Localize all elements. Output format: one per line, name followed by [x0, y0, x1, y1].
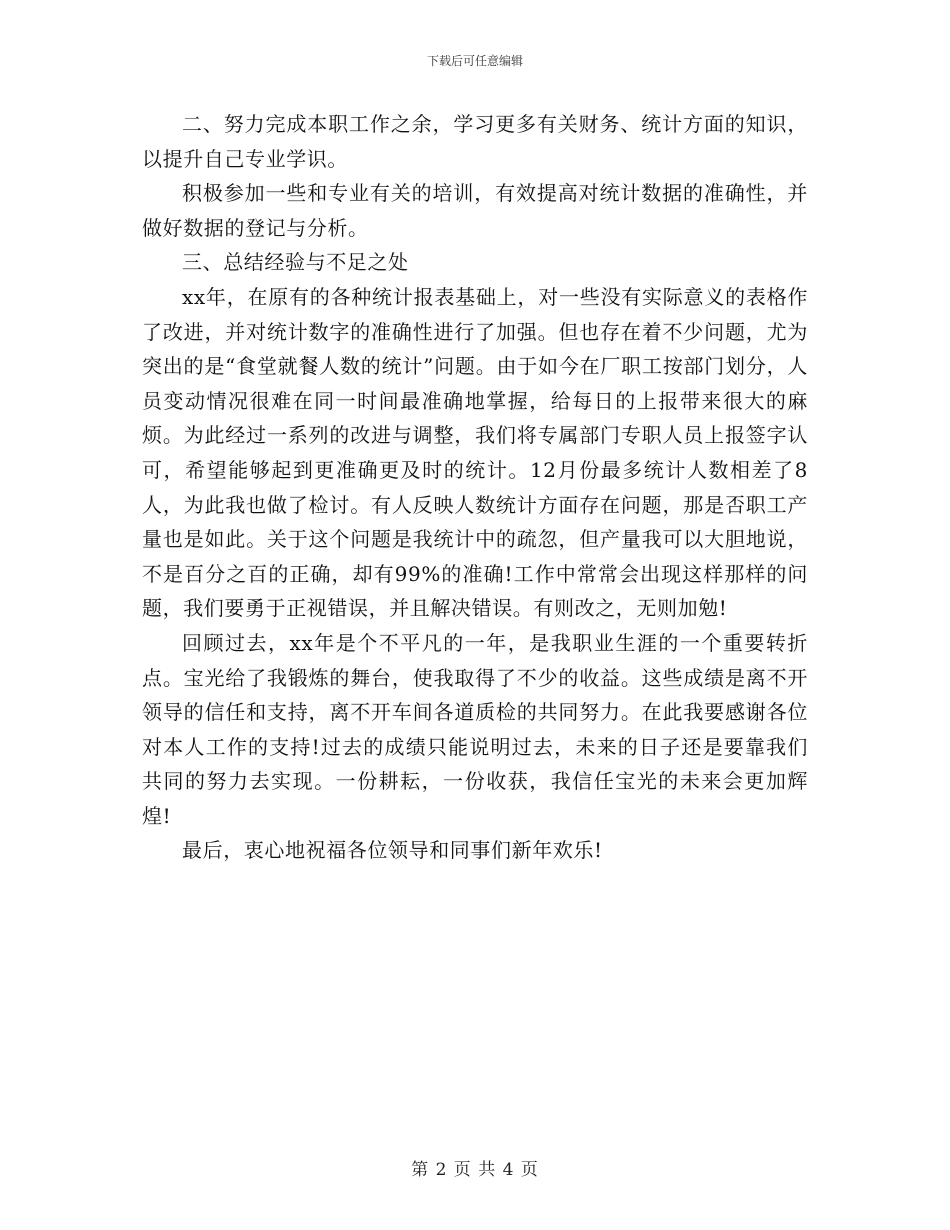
- paragraph-4: xx年，在原有的各种统计报表基础上，对一些没有实际意义的表格作了改进，并对统计数字的准确性进行了加强。但也存在着不少问题，尤为突出的是“食堂就餐人数的统计”问题。由于如今在厂职工按部门划分，人员变动情况很难在同一时间最准确地掌握，给每日的上报带来很大的麻烦。为此经过一系列的改进与调整，我们将专属部门专职人员上报签字认可，希望能够起到更准确更及时的统计。12月份最多统计人数相差了8人，为此我也做了检讨。有人反映人数统计方面存在问题，那是否职工产量也是如此。关于这个问题是我统计中的疏忽，但产量我可以大胆地说，不是百分之百的正确，却有99%的准确!工作中常常会出现这样那样的问题，我们要勇于正视错误，并且解决错误。有则改之，无则加勉!: [142, 284, 808, 621]
- page-number-footer: 第 2 页 共 4 页: [411, 1160, 539, 1180]
- paragraph-1: 二、努力完成本职工作之余，学习更多有关财务、统计方面的知识，以提升自己专业学识。: [142, 112, 808, 171]
- paragraph-6: 最后，衷心地祝福各位领导和同事们新年欢乐!: [182, 838, 603, 863]
- document-body: [142, 107, 808, 868]
- paragraph-5: 回顾过去，xx年是个不平凡的一年，是我职业生涯的一个重要转折点。宝光给了我锻炼的舞台，使我取得了不少的收益。这些成绩是离不开领导的信任和支持，离不开车间各道质检的共同努力。在此我要感谢各位对本人工作的支持!过去的成绩只能说明过去，未来的日子还是要靠我们共同的努力去实现。一份耕耘，一份收获，我信任宝光的未来会更加辉煌!: [142, 630, 808, 828]
- paragraph-2: 积极参加一些和专业有关的培训，有效提高对统计数据的准确性，并做好数据的登记与分析。: [142, 181, 808, 240]
- header-note: 下载后可任意编辑: [426, 54, 523, 68]
- section-heading-3: 三、总结经验与不足之处: [182, 250, 409, 275]
